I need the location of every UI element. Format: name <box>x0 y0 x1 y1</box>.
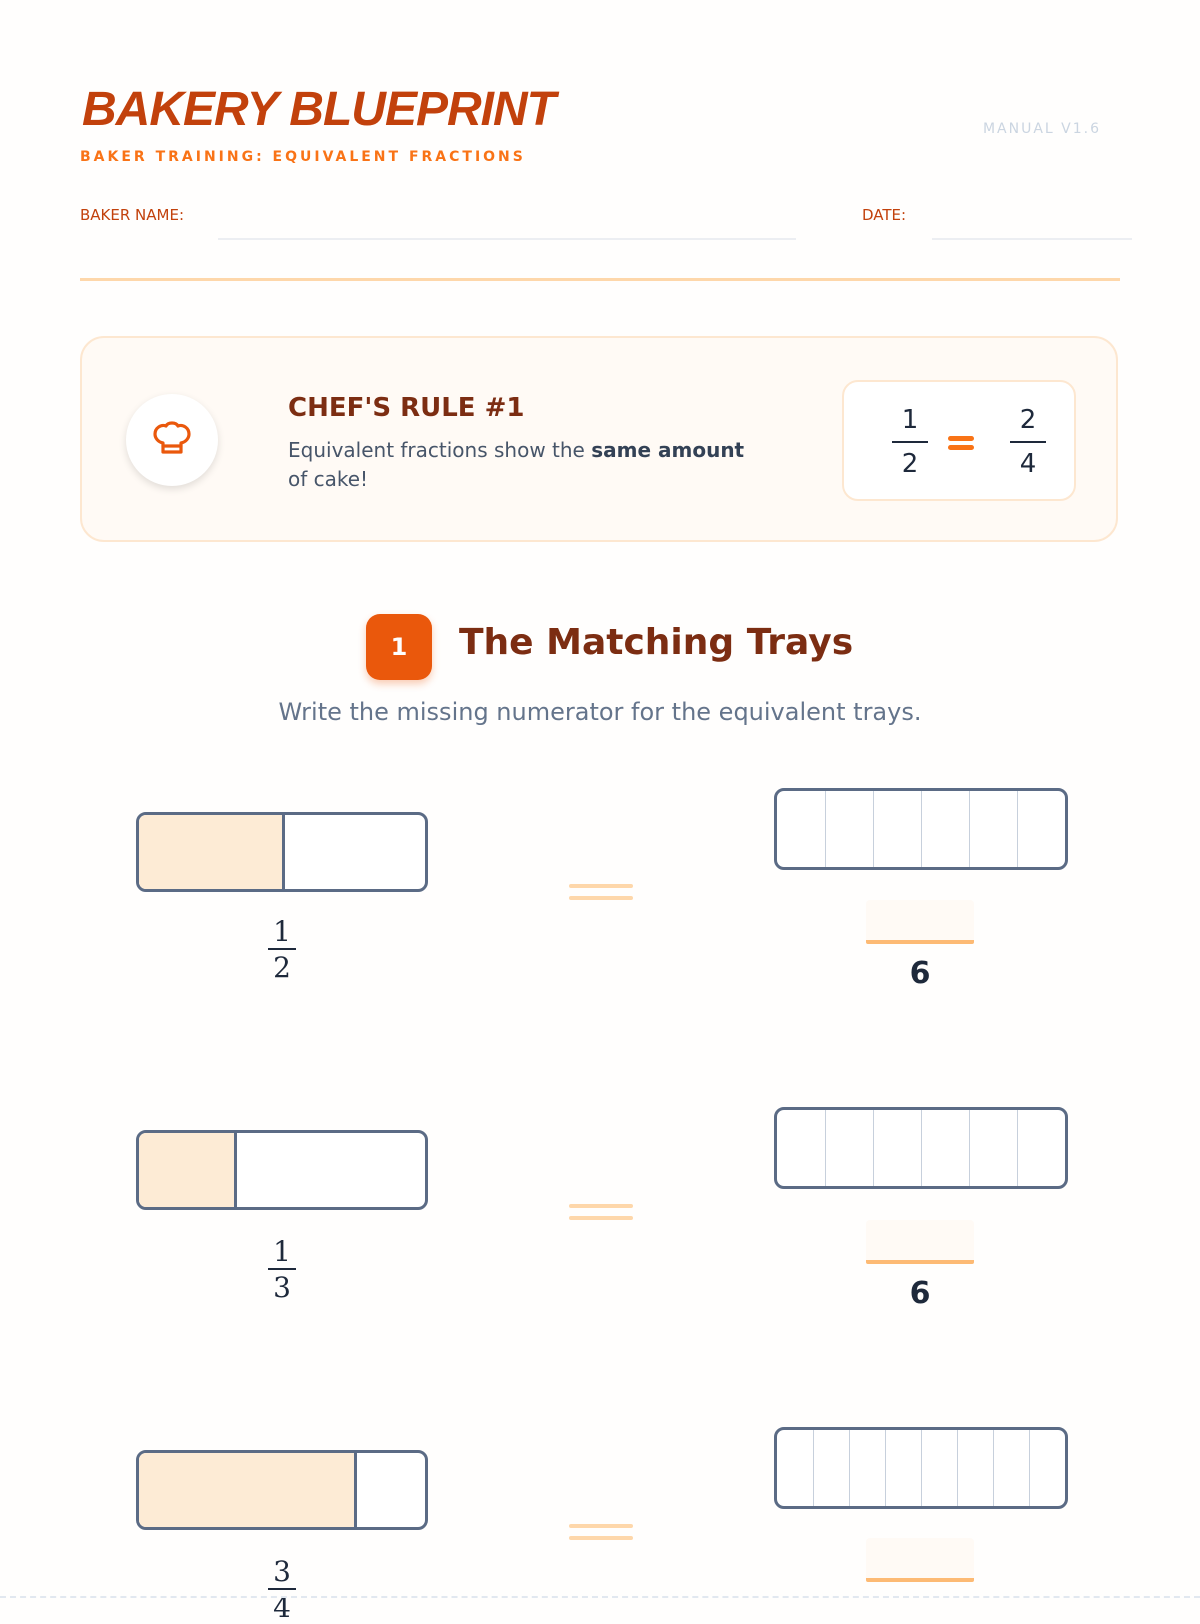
left-numerator: 3 <box>273 1555 291 1588</box>
equals-sign <box>569 1204 633 1228</box>
fraction-bar <box>268 948 296 950</box>
chef-hat-badge <box>126 394 218 486</box>
tray-cell[interactable] <box>921 1430 957 1506</box>
tray-filled-section <box>139 815 282 889</box>
right-tray[interactable] <box>774 788 1068 870</box>
left-fraction <box>262 1236 302 1302</box>
equals-sign <box>569 884 633 908</box>
worksheet-subtitle: BAKER TRAINING: EQUIVALENT FRACTIONS <box>80 149 526 165</box>
tray-empty-section <box>282 815 425 889</box>
tray-cell[interactable] <box>813 1430 849 1506</box>
numerator-answer-box[interactable] <box>866 1538 974 1582</box>
rule-text-start: Equivalent fractions show the <box>288 438 592 462</box>
rule-text-end: of cake! <box>288 467 369 491</box>
tray-cell[interactable] <box>969 1110 1017 1186</box>
tray-empty-section <box>234 1133 425 1207</box>
example-fraction-right <box>1008 403 1048 481</box>
right-tray[interactable] <box>774 1107 1068 1189</box>
tray-cell[interactable] <box>921 791 969 867</box>
left-fraction <box>262 916 302 982</box>
example-left-numerator: 1 <box>901 405 919 435</box>
fraction-bar <box>892 441 928 443</box>
rule-title: CHEF'S RULE #1 <box>288 393 525 423</box>
header-divider <box>80 278 1120 281</box>
tray-cell[interactable] <box>885 1430 921 1506</box>
example-left-denominator: 2 <box>901 449 919 479</box>
left-tray <box>136 1450 428 1530</box>
date-label: DATE: <box>862 206 907 224</box>
baker-name-label: BAKER NAME: <box>80 206 185 224</box>
chef-hat-icon <box>148 416 196 464</box>
example-right-denominator: 4 <box>1019 449 1037 479</box>
left-fraction <box>262 1556 302 1622</box>
baker-name-field[interactable] <box>218 238 796 240</box>
worksheet-title: BAKERY BLUEPRINT <box>82 83 555 136</box>
fraction-bar <box>1010 441 1046 443</box>
left-tray <box>136 1130 428 1210</box>
tray-cell[interactable] <box>777 1430 813 1506</box>
tray-cell[interactable] <box>1017 791 1065 867</box>
numerator-answer-box[interactable] <box>866 1220 974 1264</box>
page-edge <box>0 1596 1200 1598</box>
tray-cell[interactable] <box>825 1110 873 1186</box>
section-title: The Matching Trays <box>459 622 854 663</box>
left-denominator: 3 <box>273 1271 291 1304</box>
rule-text-emphasis: same amount <box>591 438 745 462</box>
tray-cell[interactable] <box>1029 1430 1065 1506</box>
tray-cell[interactable] <box>777 1110 825 1186</box>
right-denominator: 6 <box>909 956 931 991</box>
tray-cell[interactable] <box>993 1430 1029 1506</box>
tray-cell[interactable] <box>777 791 825 867</box>
example-right-numerator: 2 <box>1019 405 1037 435</box>
right-tray[interactable] <box>774 1427 1068 1509</box>
tray-filled-section <box>139 1133 234 1207</box>
right-denominator: 6 <box>909 1276 931 1311</box>
fraction-bar <box>268 1268 296 1270</box>
left-denominator: 4 <box>273 1591 291 1624</box>
rule-text <box>288 436 758 494</box>
section-instruction: Write the missing numerator for the equivalent trays. <box>278 698 922 726</box>
left-numerator: 1 <box>273 915 291 948</box>
tray-cell[interactable] <box>1017 1110 1065 1186</box>
version-label: MANUAL V1.6 <box>982 121 1101 137</box>
section-number-badge: 1 <box>366 614 432 680</box>
left-tray <box>136 812 428 892</box>
tray-cell[interactable] <box>849 1430 885 1506</box>
left-denominator: 2 <box>273 951 291 984</box>
equals-sign <box>569 1524 633 1548</box>
date-field[interactable] <box>932 238 1132 240</box>
tray-empty-section <box>354 1453 426 1527</box>
tray-cell[interactable] <box>873 1110 921 1186</box>
numerator-answer-box[interactable] <box>866 900 974 944</box>
example-equals-sign <box>948 436 974 454</box>
tray-cell[interactable] <box>825 791 873 867</box>
fraction-bar <box>268 1588 296 1590</box>
tray-cell[interactable] <box>969 791 1017 867</box>
tray-cell[interactable] <box>873 791 921 867</box>
tray-cell[interactable] <box>957 1430 993 1506</box>
tray-cell[interactable] <box>921 1110 969 1186</box>
example-fraction-left <box>890 403 930 481</box>
left-numerator: 1 <box>273 1235 291 1268</box>
tray-filled-section <box>139 1453 354 1527</box>
